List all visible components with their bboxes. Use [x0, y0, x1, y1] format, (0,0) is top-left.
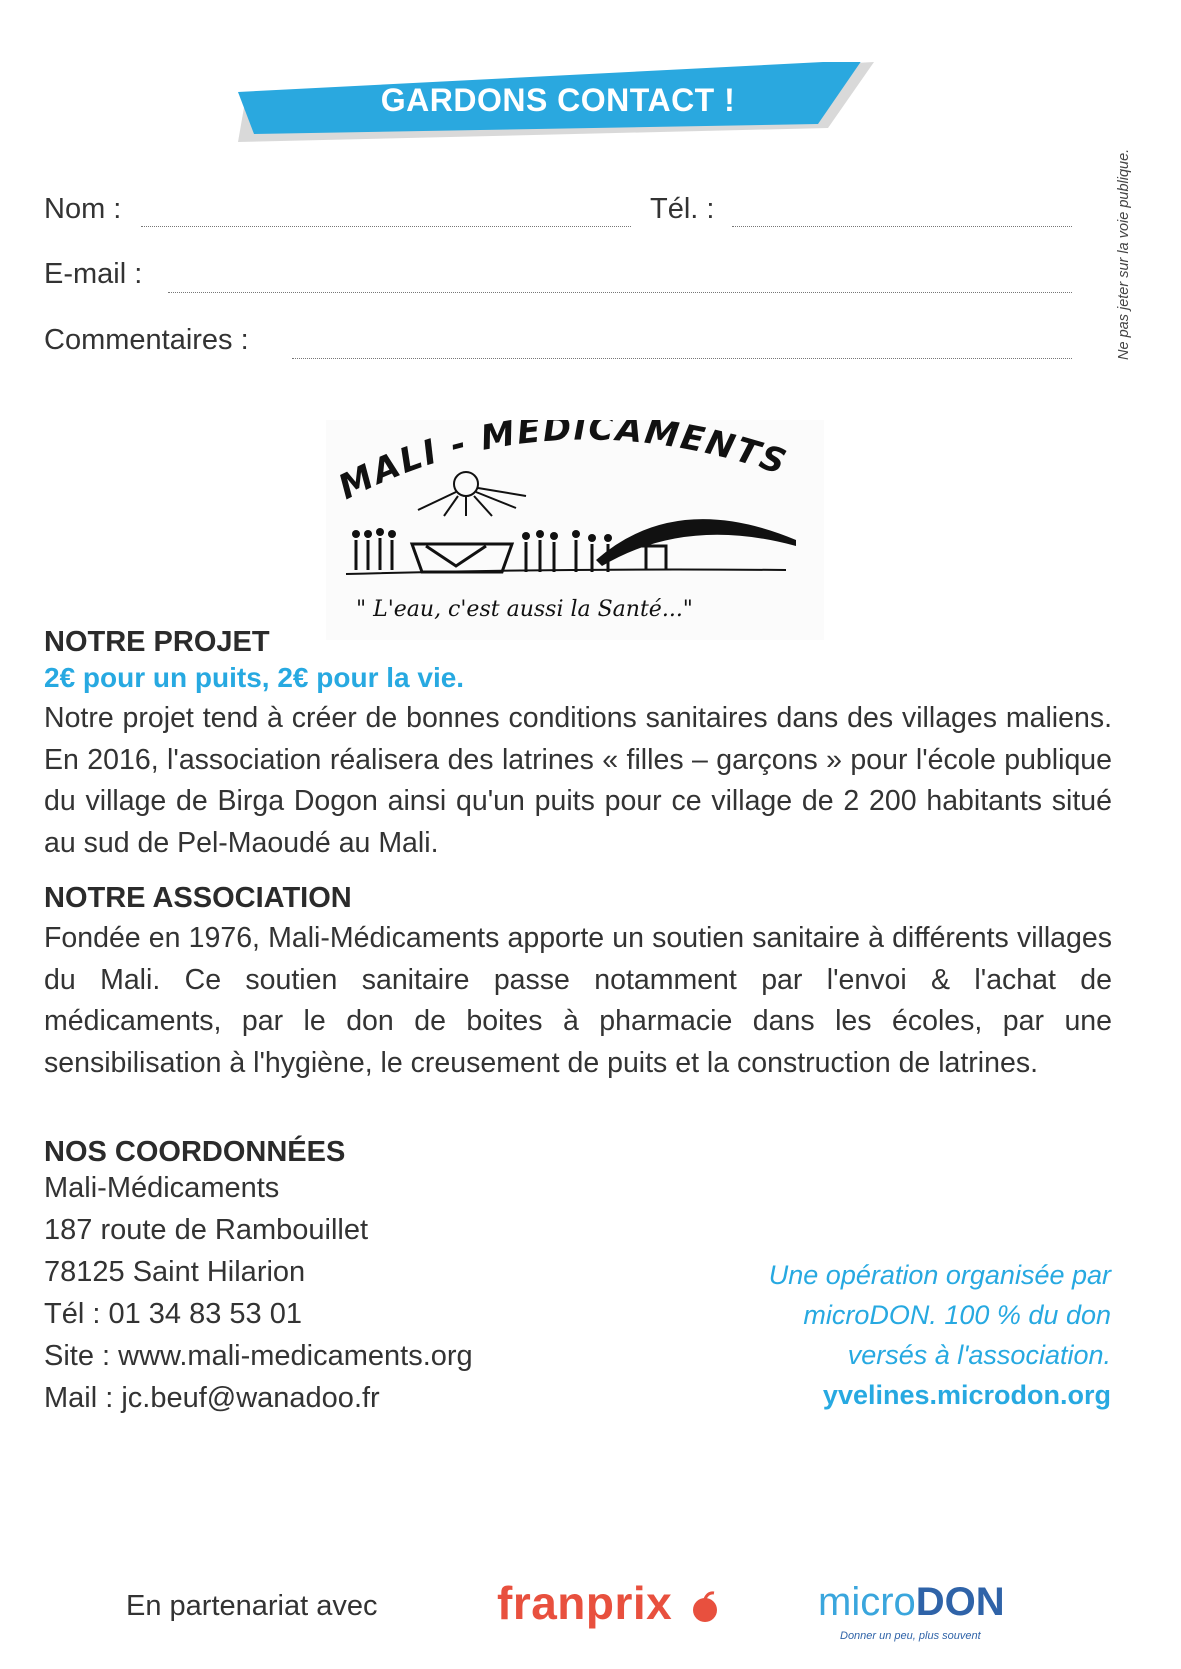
name-field[interactable]	[141, 226, 631, 227]
logo-illustration	[326, 420, 824, 640]
street-address: 187 route de Rambouillet	[44, 1214, 369, 1246]
partner-label: En partenariat avec	[126, 1590, 378, 1622]
apple-icon	[688, 1590, 722, 1624]
association-title: NOTRE ASSOCIATION	[44, 882, 352, 914]
logo-name: MALI - MEDICAMENTS	[332, 420, 793, 508]
postal-city: 78125 Saint Hilarion	[44, 1256, 306, 1288]
promo-line-1: Une opération organisée par	[768, 1260, 1111, 1290]
franprix-logo	[497, 1576, 722, 1630]
phone-field[interactable]	[732, 226, 1072, 227]
coordonnees-title: NOS COORDONNÉES	[44, 1136, 346, 1168]
comments-field[interactable]	[292, 358, 1072, 359]
org-name: Mali-Médicaments	[44, 1172, 280, 1204]
promo-line-3: versés à l'association.	[847, 1340, 1111, 1370]
contact-banner	[238, 62, 878, 142]
mali-medicaments-logo	[326, 420, 824, 640]
projet-text: Notre projet tend à créer de bonnes conditions sanitaires dans des villages maliens. En 2016, l'association réalisera des latrines « filles – garçons » pour l'école publique du village de Birga Dogon ainsi qu'un puits pour ce village de 2 200 habitants situé au sud de Pel-Maoudé au Mali.	[44, 702, 1112, 859]
email-field[interactable]	[168, 292, 1072, 293]
phone-number: Tél : 01 34 83 53 01	[44, 1298, 302, 1330]
promo-line-2: microDON. 100 % du don	[803, 1300, 1111, 1330]
franprix-wordmark: franprix	[497, 1577, 673, 1629]
microdon-link[interactable]: yvelines.microdon.org	[822, 1380, 1111, 1410]
microdon-logo	[818, 1580, 1005, 1625]
association-text: Fondée en 1976, Mali-Médicaments apporte un soutien sanitaire à différents villages du Mali. Ce soutien sanitaire passe notamment par l'envoi & l'achat de médicaments, par le don de boites à pharmacie dans les écoles, par une sensibilisation à l'hygiène, le creusement de puits et la construction de latrines.	[44, 922, 1112, 1079]
banner-title: GARDONS CONTACT !	[380, 82, 736, 118]
comments-label: Commentaires :	[44, 324, 249, 356]
side-note: Ne pas jeter sur la voie publique.	[1116, 148, 1132, 360]
microdon-wordmark-a: micro	[818, 1580, 916, 1624]
microdon-tagline: Donner un peu, plus souvent	[840, 1630, 981, 1642]
email-link[interactable]: Mail : jc.beuf@wanadoo.fr	[44, 1382, 380, 1414]
email-label: E-mail :	[44, 258, 143, 290]
website-link[interactable]: Site : www.mali-medicaments.org	[44, 1340, 473, 1372]
projet-title: NOTRE PROJET	[44, 626, 270, 658]
projet-tagline: 2€ pour un puits, 2€ pour la vie.	[44, 662, 465, 693]
phone-label: Tél. :	[650, 193, 715, 225]
name-label: Nom :	[44, 193, 122, 225]
logo-slogan: " L'eau, c'est aussi la Santé..."	[356, 597, 693, 622]
svg-text:MALI - MEDICAMENTS	[332, 420, 792, 508]
microdon-wordmark-b: DON	[915, 1580, 1005, 1624]
